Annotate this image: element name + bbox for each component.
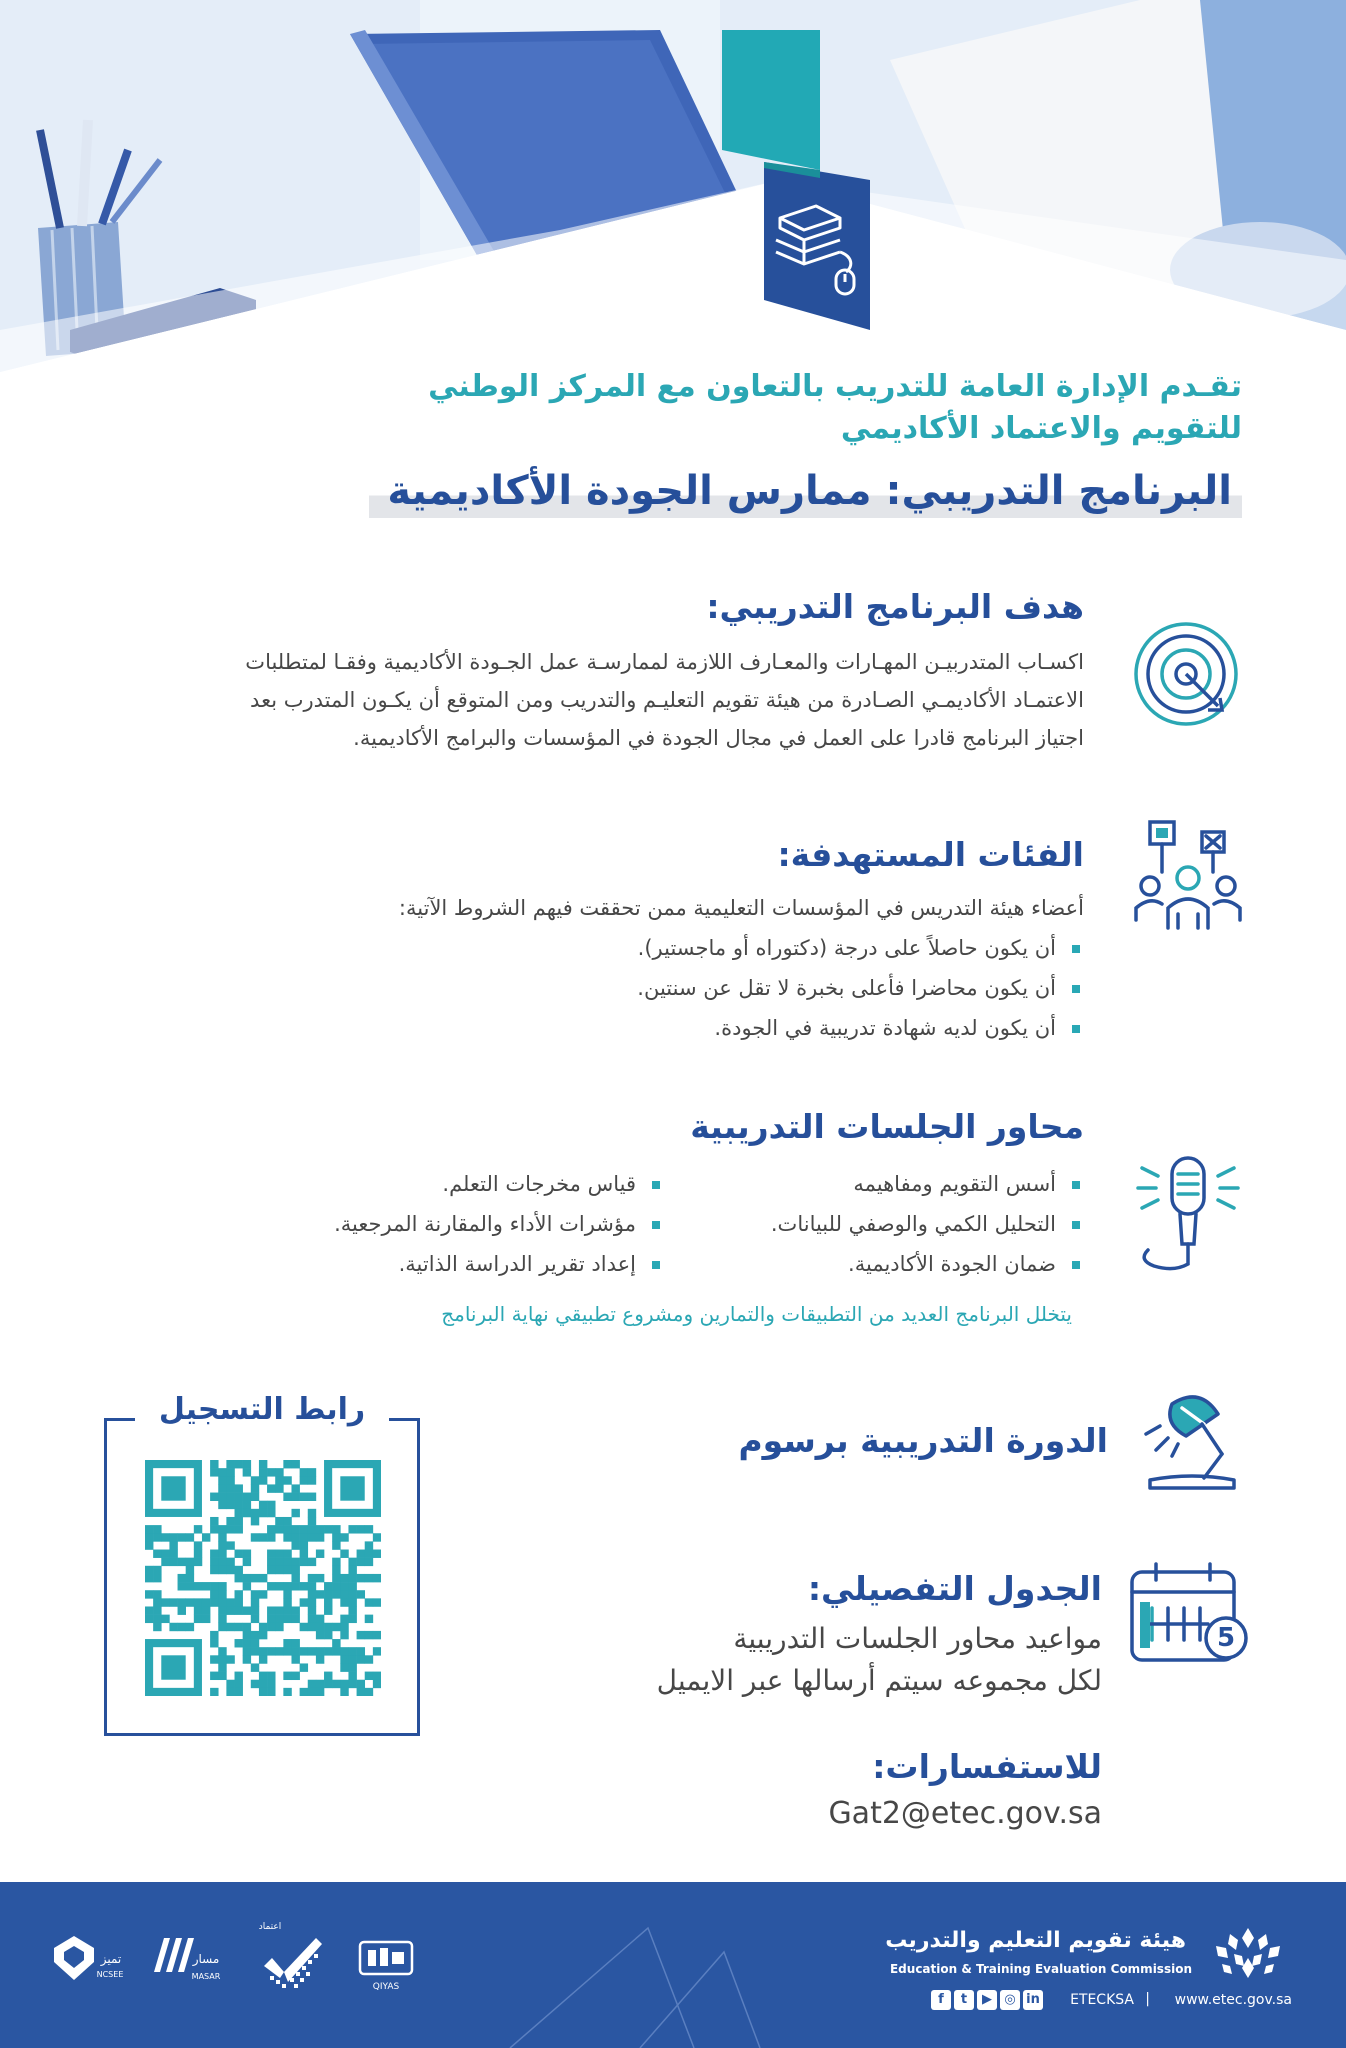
facebook-icon[interactable]: f xyxy=(931,1990,951,2010)
footer-handle: ETECKSA xyxy=(1070,1992,1134,2008)
etec-logo-icon xyxy=(1208,1924,1288,1980)
calendar-icon xyxy=(1128,1560,1252,1666)
hero-intro-line-1: تقـدم الإدارة العامة للتدريب بالتعاون مع المركز الوطني xyxy=(428,369,1242,404)
etimad-logo-icon xyxy=(256,1926,328,1994)
instagram-icon[interactable]: ◎ xyxy=(1000,1990,1020,2010)
axes-list-left xyxy=(244,1164,664,1284)
page-title-text: البرنامج التدريبي: ممارس الجودة الأكاديمية xyxy=(369,464,1242,518)
footer xyxy=(0,1882,1346,2048)
registration-qr-code[interactable] xyxy=(145,1460,381,1696)
tamayuz-logo-text: تميز xyxy=(100,1952,122,1966)
list-item: أسس التقويم ومفاهيمه xyxy=(764,1164,1084,1204)
list-item: ضمان الجودة الأكاديمية. xyxy=(764,1244,1084,1284)
list-item: قياس مخرجات التعلم. xyxy=(244,1164,664,1204)
footer-separator: | xyxy=(1145,1991,1150,2007)
list-item: أن يكون محاضرا فأعلى بخبرة لا تقل عن سنتين. xyxy=(184,968,1084,1008)
hero-intro-line-2: للتقويم والاعتماد الأكاديمي xyxy=(840,411,1242,446)
list-item: إعداد تقرير الدراسة الذاتية. xyxy=(244,1244,664,1284)
schedule-section xyxy=(502,1566,1102,1612)
axes-section xyxy=(184,1104,1084,1150)
page-title xyxy=(342,464,1242,518)
goal-line-1: اكسـاب المتدربيـن المهـارات والمعـارف اللازمة لممارسـة عمل الجـودة الأكاديمية وفقـا لمتطلبات xyxy=(245,650,1084,674)
tamayuz-logo-icon xyxy=(52,1934,96,1982)
calendar-number: 5 xyxy=(1216,1623,1236,1653)
people-voting-icon xyxy=(1132,816,1244,932)
list-item: أن يكون حاصلاً على درجة (دكتوراه أو ماجستير). xyxy=(184,928,1084,968)
tamayuz-logo-text-en: NCSEE xyxy=(96,1970,124,1979)
target-icon xyxy=(1132,618,1244,730)
goal-section xyxy=(184,584,1084,630)
twitter-icon[interactable]: t xyxy=(954,1990,974,2010)
axes-list-right xyxy=(764,1164,1084,1284)
target-intro: أعضاء هيئة التدريس في المؤسسات التعليمية ممن تحققت فيهم الشروط الآتية: xyxy=(398,896,1084,920)
fees-heading: الدورة التدريبية برسوم xyxy=(738,1421,1108,1460)
footer-website-link[interactable]: www.etec.gov.sa xyxy=(1174,1992,1292,2008)
hero-intro xyxy=(342,366,1242,450)
masar-logo-text: مسار xyxy=(192,1952,220,1966)
footer-org-name-en: Education & Training Evaluation Commission xyxy=(889,1962,1192,1976)
youtube-icon[interactable]: ▶ xyxy=(977,1990,997,2010)
footer-org-name-ar: هيئة تقويم التعليم والتدريب xyxy=(885,1928,1186,1953)
target-conditions-list xyxy=(184,928,1084,1048)
goal-line-3: اجتياز البرنامج قادرا على العمل في مجال الجودة في المؤسسات والبرامج الأكاديمية. xyxy=(353,726,1084,750)
schedule-line-2: لكل مجموعه سيتم أرسالها عبر الايميل xyxy=(656,1664,1102,1697)
qiyas-logo-text: QIYAS xyxy=(372,1982,400,1992)
registration-title: رابط التسجيل xyxy=(142,1392,382,1427)
linkedin-icon[interactable]: in xyxy=(1023,1990,1043,2010)
books-mouse-icon xyxy=(770,196,866,296)
target-heading: الفئات المستهدفة: xyxy=(777,835,1084,874)
registration-box xyxy=(104,1418,420,1736)
list-item: أن يكون لديه شهادة تدريبية في الجودة. xyxy=(184,1008,1084,1048)
list-item: التحليل الكمي والوصفي للبيانات. xyxy=(764,1204,1084,1244)
axes-note: يتخلل البرنامج العديد من التطبيقات والتمارين ومشروع تطبيقي نهاية البرنامج xyxy=(441,1302,1072,1326)
schedule-text xyxy=(402,1618,1102,1702)
goal-heading: هدف البرنامج التدريبي: xyxy=(706,587,1084,626)
axes-heading: محاور الجلسات التدريبية xyxy=(690,1107,1084,1146)
etimad-logo-text: اعتماد xyxy=(258,1922,282,1932)
inquiries-heading: للاستفسارات: xyxy=(872,1747,1102,1786)
inquiries-email-link[interactable]: Gat2@etec.gov.sa xyxy=(828,1796,1102,1831)
inquiries-section xyxy=(502,1744,1102,1790)
qiyas-logo-icon xyxy=(356,1936,416,1988)
fees-section xyxy=(508,1418,1108,1464)
schedule-heading: الجدول التفصيلي: xyxy=(807,1569,1102,1608)
masar-logo-text-en: MASAR xyxy=(191,1972,221,1981)
goal-text xyxy=(84,643,1084,757)
list-item: مؤشرات الأداء والمقارنة المرجعية. xyxy=(244,1204,664,1244)
desk-lamp-icon xyxy=(1142,1384,1242,1494)
microphone-icon xyxy=(1134,1154,1242,1274)
target-section xyxy=(184,832,1084,878)
goal-line-2: الاعتمـاد الأكاديمـي الصـادرة من هيئة تقويم التعليـم والتدريب ومن المتوقع أن يكـون المتدرب بعد xyxy=(250,688,1084,712)
schedule-line-1: مواعيد محاور الجلسات التدريبية xyxy=(733,1622,1102,1655)
